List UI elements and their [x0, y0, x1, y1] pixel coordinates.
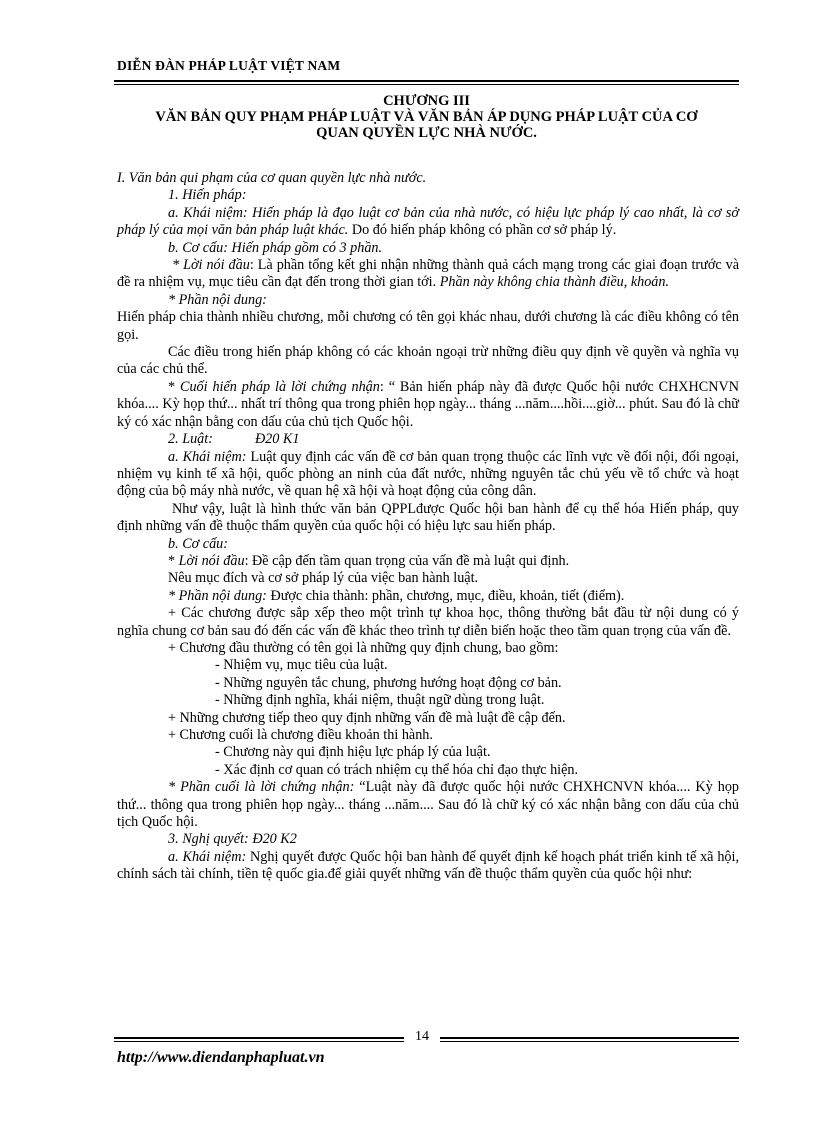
- header-rule-thin: [114, 84, 739, 85]
- header-title: DIỄN ĐÀN PHÁP LUẬT VIỆT NAM: [117, 58, 341, 73]
- list-item: - Chương này qui định hiệu lực pháp lý của luật.: [215, 744, 491, 761]
- constitution-definition: [117, 205, 739, 240]
- chapter-title-line2: QUAN QUYỀN LỰC NHÀ NƯỚC.: [316, 125, 537, 141]
- footer-rule-right: [440, 1037, 739, 1039]
- law-first-chapter: + Chương đầu thường có tên gọi là những quy định chung, bao gồm:: [168, 639, 559, 656]
- law-heading-label: 2. Luật:: [168, 431, 213, 448]
- list-item: - Những định nghĩa, khái niệm, thuật ngữ dùng trong luật.: [215, 692, 545, 709]
- law-summary: Như vậy, luật là hình thức văn bản QPPLđược Quốc hội ban hành để cụ thể hóa Hiến pháp, quy định những vấn đề thuộc thẩm quyền của quốc hội có hiệu lực sau hiến pháp.: [117, 500, 739, 535]
- law-certification: [117, 779, 739, 831]
- list-item: - Nhiệm vụ, mục tiêu của luật.: [215, 657, 388, 674]
- constitution-content-label: * Phần nội dung:: [168, 291, 267, 308]
- resolution-heading: 3. Nghị quyết: Đ20 K2: [168, 831, 297, 848]
- law-last-chapter: + Chương cuối là chương điều khoản thi hành.: [168, 727, 433, 743]
- list-item: - Những nguyên tắc chung, phương hướng hoạt động cơ bản.: [215, 674, 562, 691]
- law-preamble-label: Lời nói đầu: [178, 552, 245, 569]
- footer-url-link[interactable]: http://www.diendanphapluat.vn: [117, 1049, 325, 1066]
- law-certification-label: * Phần cuối là lời chứng nhận:: [168, 779, 355, 796]
- constitution-certification-label: Cuối hiến pháp là lời chứng nhận: [179, 378, 380, 395]
- law-definition-label: a. Khái niệm:: [168, 448, 247, 465]
- header-rule-thick: [114, 80, 739, 82]
- list-item: - Xác định cơ quan có trách nhiệm cụ thể hóa chỉ đạo thực hiện.: [215, 761, 579, 778]
- footer-rule-left: [114, 1037, 404, 1039]
- law-content-label: * Phần nội dung:: [168, 587, 267, 604]
- law-preamble-star: *: [168, 552, 179, 569]
- law-heading: [117, 431, 739, 448]
- law-structure: b. Cơ cấu:: [168, 535, 228, 552]
- law-heading-code: Đ20 K1: [254, 431, 300, 448]
- constitution-certification-star: *: [168, 378, 180, 395]
- chapter-title-line1: VĂN BẢN QUY PHẠM PHÁP LUẬT VÀ VĂN BẢN ÁP DỤNG PHÁP LUẬT CỦA CƠ: [155, 109, 698, 125]
- resolution-definition: [117, 849, 739, 884]
- constitution-heading: 1. Hiến pháp:: [168, 187, 247, 204]
- law-preamble-purpose: Nêu mục đích và cơ sở pháp lý của việc ban hành luật.: [168, 570, 479, 587]
- law-certification-text: “Luật này đã được quốc hội nước CHXHCNVN khóa.... Kỳ họp thứ... thông qua trong phiên họp ngày... tháng ...năm.... Sau đó là chữ ký có xác nhận bằng con dấu của chủ tịch Quốc hội.: [117, 779, 740, 831]
- resolution-definition-text: Nghị quyết được Quốc hội ban hành để quyết định kế hoạch phát triển kinh tế xã hội, chính sách tài chính, tiền tệ quốc gia.để giải quyết những vấn đề thuộc thẩm quyền của quốc hội như:: [117, 848, 739, 883]
- law-definition-text: Luật quy định các vấn đề cơ bản quan trọng thuộc các lĩnh vực về đối nội, đối ngoại, nhiệm vụ kinh tế xã hội, quốc phòng an ninh của đất nước, những nguyên tắc chủ yếu về tổ chức và hoạt động của bộ máy nhà nước, về quan hệ xã hội và hoạt động của công dân.: [117, 448, 739, 500]
- resolution-definition-label: a. Khái niệm:: [168, 848, 247, 865]
- chapter-heading: [114, 93, 739, 141]
- law-chapters-order: + Các chương được sắp xếp theo một trình tự khoa học, thông thường bắt đầu từ nội dung có ý nghĩa chung cơ bản sau đó đến các vấn đề khác theo trình tự diễn biến hoặc theo tầm quan trọng của vấn đề.: [117, 605, 739, 639]
- constitution-preamble-label: * Lời nói đầu: [172, 257, 250, 274]
- constitution-articles-paragraph: Các điều trong hiến pháp không có các khoản ngoại trừ những điều quy định về quyền và nghĩa vụ của các chủ thể.: [117, 344, 739, 378]
- law-preamble: [117, 553, 739, 570]
- page-number: 14: [415, 1029, 429, 1044]
- law-content: [117, 588, 739, 605]
- constitution-preamble-italic: Phần này không chia thành điều, khoản.: [439, 274, 670, 291]
- document-body: [117, 170, 739, 884]
- constitution-definition-rest: Do đó hiến pháp không có phần cơ sở pháp lý.: [348, 222, 617, 239]
- law-definition: [117, 449, 739, 501]
- law-preamble-text: : Đề cập đến tầm quan trọng của vấn đề mà luật qui định.: [244, 552, 570, 569]
- constitution-content-paragraph: Hiến pháp chia thành nhiều chương, mỗi chương có tên gọi khác nhau, dưới chương là các điều không có tên gọi.: [117, 309, 739, 343]
- section-heading: I. Văn bản qui phạm của cơ quan quyền lực nhà nước.: [117, 170, 427, 186]
- constitution-structure: b. Cơ cấu: Hiến pháp gồm có 3 phần.: [168, 239, 383, 256]
- chapter-number: CHƯƠNG III: [383, 93, 470, 109]
- constitution-preamble-text: : Là phần tổng kết ghi nhận những thành quả cách mạng trong các giai đoạn trước và đề ra nhiệm vụ, mục tiêu cần đạt đến trong thời gian tới.: [117, 257, 739, 291]
- constitution-definition-italic: a. Khái niệm: Hiến pháp là đạo luật cơ bản của nhà nước, có hiệu lực pháp lý cao nhất, là cơ sở pháp lý của mọi văn bản pháp luật khác.: [117, 204, 739, 239]
- law-content-text: Được chia thành: phần, chương, mục, điều, khoản, tiết (điểm).: [266, 587, 625, 604]
- law-next-chapters: + Những chương tiếp theo quy định những vấn đề mà luật đề cập đến.: [168, 709, 566, 726]
- constitution-preamble: [117, 257, 739, 292]
- constitution-certification-text: : “ Bản hiến pháp này đã được Quốc hội nước CHXHCNVN khóa.... Kỳ họp thứ... nhất trí thông qua trong phiên họp ngày... tháng ...năm....hồi....giờ... phút. Sau đó là chữ ký có xác nhận bằng con dấu của chủ tịch Quốc hội.: [117, 378, 740, 430]
- constitution-certification: [117, 379, 739, 431]
